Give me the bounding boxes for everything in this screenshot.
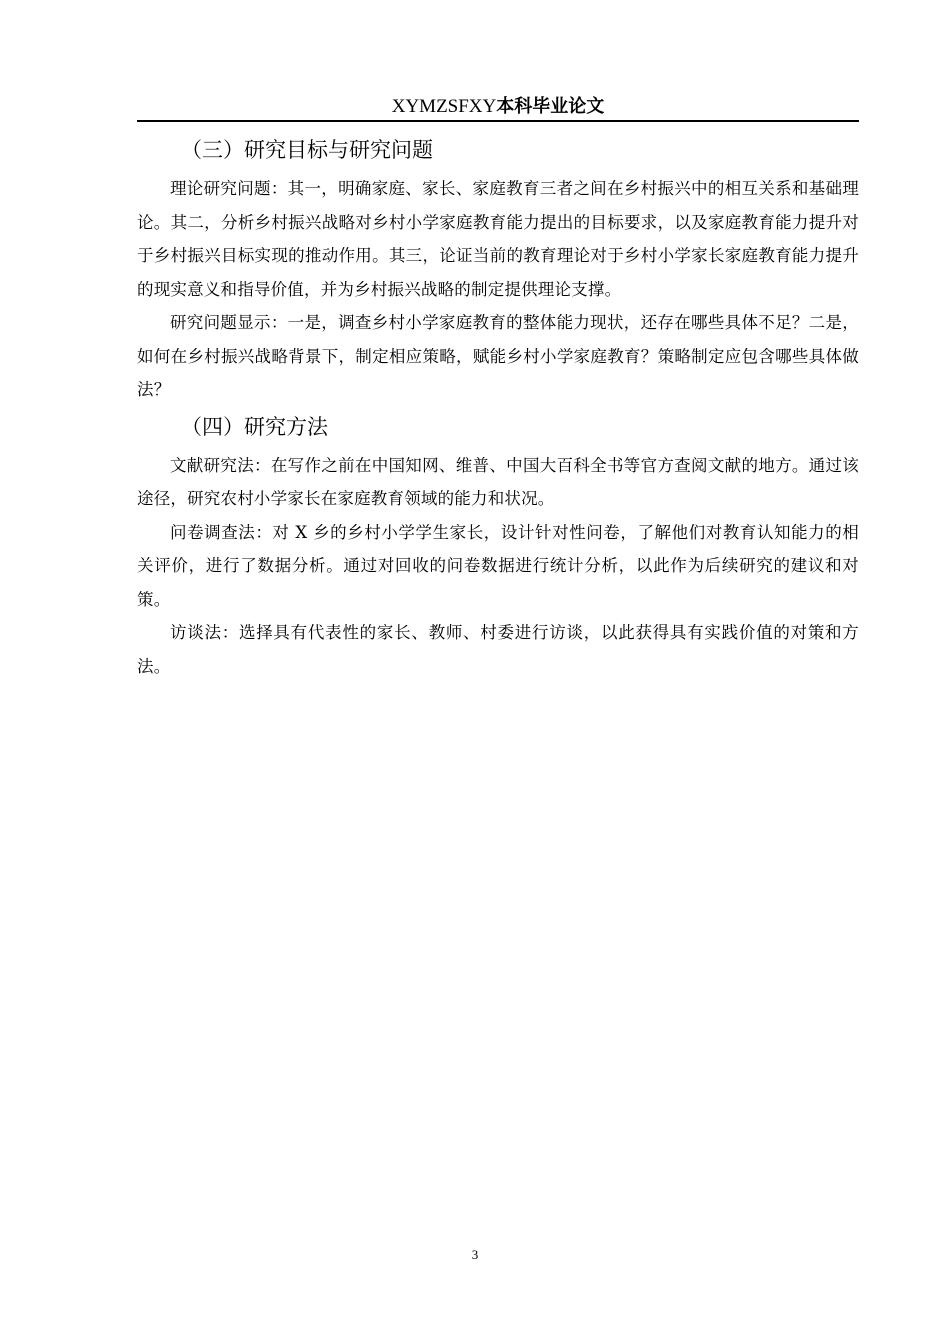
section-heading: （三）研究目标与研究问题 [181, 138, 433, 162]
header-thesis-title: 本科毕业论文 [496, 96, 605, 117]
page-body [137, 132, 859, 683]
paragraph: 文献研究法：在写作之前在中国知网、维普、中国大百科全书等官方查阅文献的地方。通过该途径，研究农村小学家长在家庭教育领域的能力和状况。 [137, 455, 859, 508]
paragraph: 理论研究问题：其一，明确家庭、家长、家庭教育三者之间在乡村振兴中的相互关系和基础理论。其二，分析乡村振兴战略对乡村小学家庭教育能力提出的目标要求，以及家庭教育能力提升对于乡村振兴目标实现的推动作用。其三，论证当前的教育理论对于乡村小学家长家庭教育能力提升的现实意义和指导价值，并为乡村振兴战略的制定提供理论支撑。 [137, 179, 859, 299]
paragraph: 问卷调查法：对 X 乡的乡村小学学生家长，设计针对性问卷，了解他们对教育认知能力的相关评价，进行了数据分析。通过对回收的问卷数据进行统计分析，以此作为后续研究的建议和对策。 [137, 522, 859, 609]
paragraph: 访谈法：选择具有代表性的家长、教师、村委进行访谈，以此获得具有实践价值的对策和方法。 [137, 623, 859, 676]
header-school-code: XYMZSFXY [391, 96, 497, 117]
section-research-goals [137, 132, 859, 407]
page-number: 3 [471, 1247, 479, 1262]
section-heading: （四）研究方法 [181, 414, 328, 439]
running-header [137, 92, 859, 122]
paragraph: 研究问题显示：一是，调查乡村小学家庭教育的整体能力现状，还存在哪些具体不足？二是，如何在乡村振兴战略背景下，制定相应策略，赋能乡村小学家庭教育？策略制定应包含哪些具体做法？ [137, 313, 859, 399]
section-research-methods [137, 409, 859, 684]
